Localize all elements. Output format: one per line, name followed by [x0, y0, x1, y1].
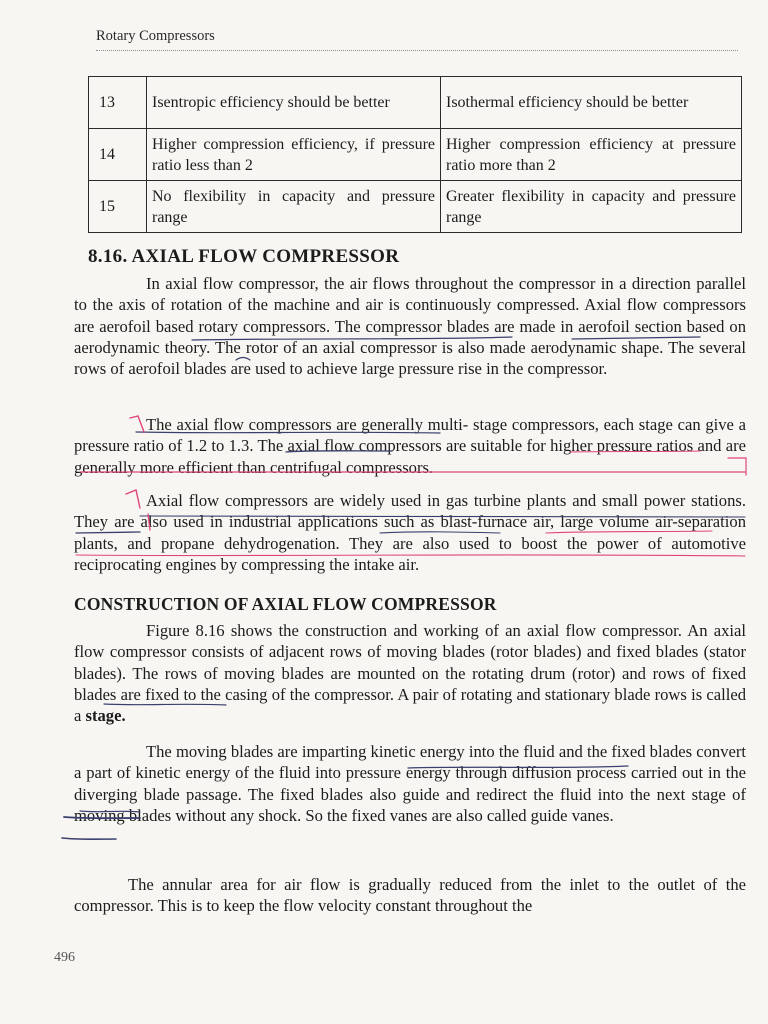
- table-cell: Higher compression efficiency, if pressure ratio less than 2: [147, 129, 441, 181]
- table-row: [89, 181, 742, 233]
- page-number: 496: [54, 950, 75, 965]
- table-cell: Isentropic efficiency should be better: [147, 77, 441, 129]
- sub-heading: CONSTRUCTION OF AXIAL FLOW COMPRESSOR: [74, 594, 497, 614]
- header-rule: [96, 50, 738, 51]
- paragraph: The moving blades are imparting kinetic energy into the fluid and the fixed blades convert a part of kinetic energy of the fluid into pressure energy through diffusion process carried out in the diverging blade passage. The fixed blades also guide and redirect the fluid into the next stage of moving blades without any shock. So the fixed vanes are also called guide vanes.: [74, 742, 746, 825]
- paragraph: Axial flow compressors are widely used in gas turbine plants and small power stations. They are also used in industrial applications such as blast-furnace air, large volume air-separation plants, and propane dehydrogenation. They are also used to boost the power of automotive reciprocating engines by compressing the intake air.: [74, 491, 746, 574]
- table-cell: No flexibility in capacity and pressure range: [147, 181, 441, 233]
- paragraph: In axial flow compressor, the air flows throughout the compressor in a direction parallel to the axis of rotation of the machine and air is continuously compressed. Axial flow compressors are aerofoil based rotary compressors. The compressor blades are made in aerofoil section based on aerodynamic theory. The rotor of an axial compressor is also made aerodynamic shape. The several rows of aerofoil blades are used to achieve large pressure rise in the compressor.: [74, 274, 746, 379]
- table-row: [89, 77, 742, 129]
- section-heading: 8.16. AXIAL FLOW COMPRESSOR: [88, 246, 400, 267]
- row-number: 13: [89, 77, 147, 129]
- table-cell: Higher compression efficiency at pressure ratio more than 2: [441, 129, 742, 181]
- table-cell: Greater flexibility in capacity and pressure range: [441, 181, 742, 233]
- paragraph: The annular area for air flow is gradually reduced from the inlet to the outlet of the compressor. This is to keep the flow velocity constant throughout the: [74, 875, 746, 916]
- row-number: 15: [89, 181, 147, 233]
- table-cell: Isothermal efficiency should be better: [441, 77, 742, 129]
- paragraph-text: Figure 8.16 shows the construction and working of an axial flow compressor. An axial flow compressor consists of adjacent rows of moving blades (rotor blades) and fixed blades (stator blades). The rows of moving blades are mounted on the rotating drum (rotor) and rows of fixed blades are fixed to the casing of the compressor. A pair of rotating and stationary blade rows is called a: [74, 621, 746, 726]
- comparison-table: [88, 76, 742, 233]
- bold-term: stage.: [85, 706, 126, 726]
- table-row: [89, 129, 742, 181]
- row-number: 14: [89, 129, 147, 181]
- pen-underline: [62, 838, 116, 839]
- paragraph: [74, 620, 746, 726]
- paragraph: The axial flow compressors are generally multi- stage compressors, each stage can give a pressure ratio of 1.2 to 1.3. The axial flow compressors are suitable for higher pressure ratios and are generally more efficient than centrifugal compressors.: [74, 415, 746, 477]
- running-head: Rotary Compressors: [96, 28, 215, 44]
